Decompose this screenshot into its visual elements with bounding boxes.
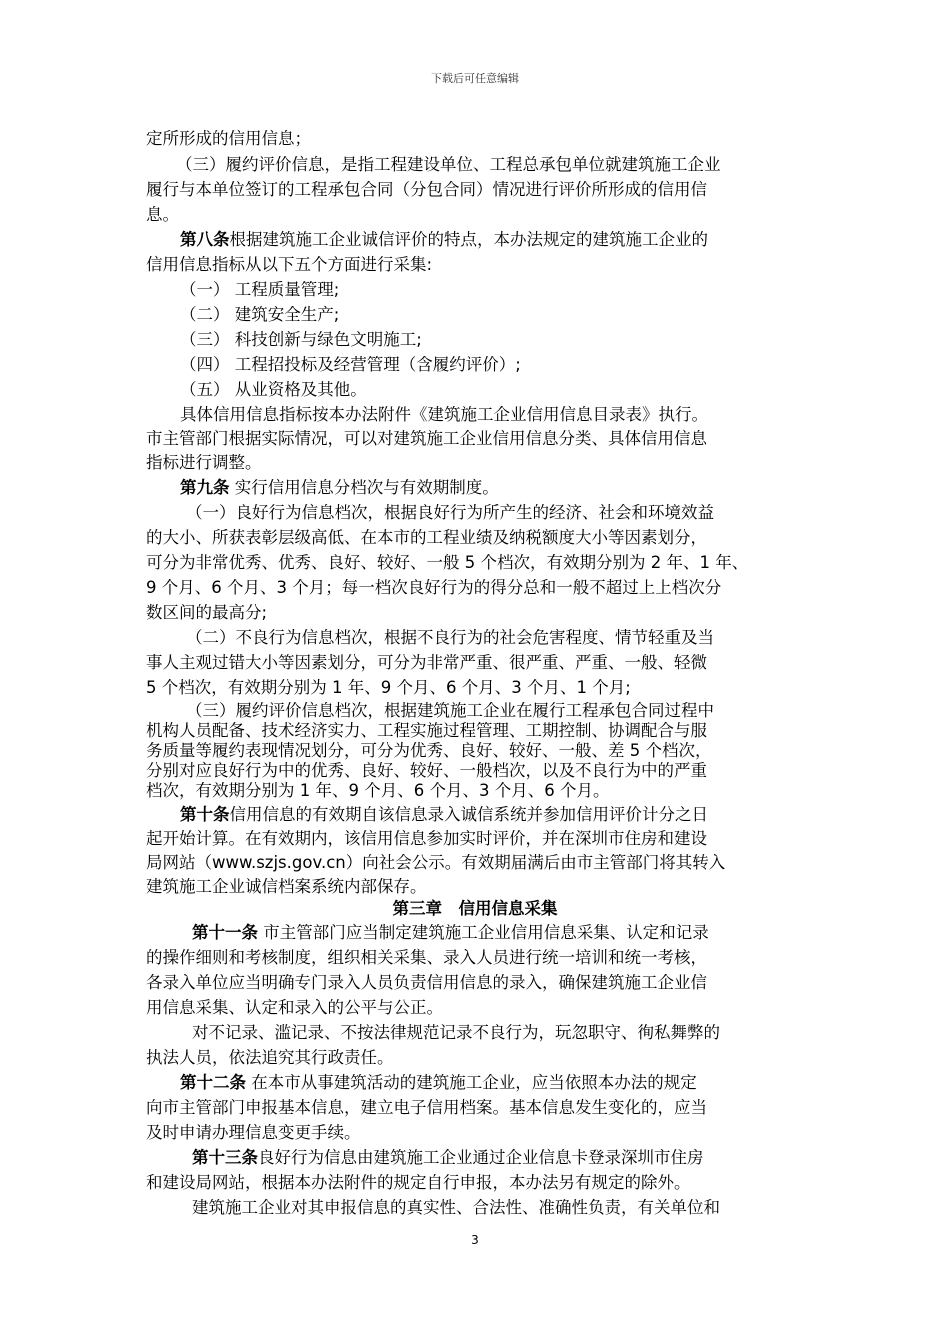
text-line: 的操作细则和考核制度，组织相关采集、录入人员进行统一培训和统一考核， — [146, 948, 707, 967]
text-line: 具体信用信息指标按本办法附件《建筑施工企业信用信息目录表》执行。 — [180, 405, 708, 424]
article-label: 第十一条 — [192, 923, 258, 942]
text-line: 可分为非常优秀、优秀、良好、较好、一般 5 个档次，有效期分别为 2 年、1 年、 — [146, 553, 749, 572]
article-label: 第八条 — [180, 230, 230, 249]
text-line: 及时申请办理信息变更手续。 — [146, 1123, 361, 1142]
list-item: （一） 工程质量管理; — [180, 280, 340, 299]
text-line: 和建设局网站，根据本办法附件的规定自行申报，本办法另有规定的除外。 — [146, 1173, 691, 1192]
text-line: 务质量等履约表现情况划分，可分为优秀、良好、较好、一般、差 5 个档次， — [146, 741, 712, 760]
article-label: 第十二条 — [180, 1073, 246, 1092]
article-label: 第十三条 — [192, 1148, 258, 1167]
text-line: 9 个月、6 个月、3 个月；每一档次良好行为的得分总和一般不超过上上档次分 — [146, 578, 722, 597]
text-line: 数区间的最高分; — [146, 603, 268, 622]
text-line: （一）良好行为信息档次，根据良好行为所产生的经济、社会和环境效益 — [186, 503, 714, 522]
text-line: 用信息采集、认定和录入的公平与公正。 — [146, 998, 443, 1017]
text-line: 市主管部门根据实际情况，可以对建筑施工企业信用信息分类、具体信用信息 — [146, 429, 707, 448]
text-line: 向市主管部门申报基本信息，建立电子信用档案。基本信息发生变化的，应当 — [146, 1098, 707, 1117]
text-line: 各录入单位应当明确专门录入人员负责信用信息的录入，确保建筑施工企业信 — [146, 973, 707, 992]
text-line: 定所形成的信用信息； — [146, 129, 311, 148]
text-line: 起开始计算。在有效期内，该信用信息参加实时评价，并在深圳市住房和建设 — [146, 829, 707, 848]
text-line: 事人主观过错大小等因素划分，可分为非常严重、很严重、严重、一般、轻微 — [146, 653, 707, 672]
text-line: 分别对应良好行为中的优秀、良好、较好、一般档次，以及不良行为中的严重 — [146, 761, 707, 780]
article-10-line: 第十条信用信息的有效期自该信息录入诚信系统并参加信用评价计分之日 — [180, 805, 708, 824]
text-line: 对不记录、滥记录、不按法律规范记录不良行为，玩忽职守、徇私舞弊的 — [192, 1023, 720, 1042]
text-line: （三）履约评价信息，是指工程建设单位、工程总承包单位就建筑施工企业 — [176, 155, 721, 174]
text-line: 建筑施工企业诚信档案系统内部保存。 — [146, 877, 427, 896]
text-line: 信用信息指标从以下五个方面进行采集: — [146, 255, 433, 274]
text-line: 5 个档次，有效期分别为 1 年、9 个月、6 个月、3 个月、1 个月; — [146, 678, 631, 697]
text-line: 履行与本单位签订的工程承包合同（分包合同）情况进行评价所形成的信用信 — [146, 180, 707, 199]
text-line: 执法人员，依法追究其行政责任。 — [146, 1048, 394, 1067]
article-11-line: 第十一条 市主管部门应当制定建筑施工企业信用信息采集、认定和记录 — [192, 923, 709, 942]
article-8-line: 第八条根据建筑施工企业诚信评价的特点，本办法规定的建筑施工企业的 — [180, 230, 708, 249]
list-item: （二） 建筑安全生产; — [180, 305, 340, 324]
text-line: 指标进行调整。 — [146, 453, 262, 472]
article-label: 第九条 — [180, 478, 230, 497]
list-item: （五） 从业资格及其他。 — [180, 380, 367, 399]
list-item: （四） 工程招投标及经营管理（含履约评价）; — [180, 355, 521, 374]
article-13-line: 第十三条良好行为信息由建筑施工企业通过企业信息卡登录深圳市住房 — [192, 1148, 704, 1167]
text-line: 息。 — [146, 205, 179, 224]
text-line: 局网站（www.szjs.gov.cn）向社会公示。有效期届满后由市主管部门将其转入 — [146, 853, 726, 872]
article-12-line: 第十二条 在本市从事建筑活动的建筑施工企业，应当依照本办法的规定 — [180, 1073, 697, 1092]
text-line: （三）履约评价信息档次，根据建筑施工企业在履行工程承包合同过程中 — [186, 701, 714, 720]
text-line: 的大小、所获表彰层级高低、在本市的工程业绩及纳税额度大小等因素划分， — [146, 528, 707, 547]
text-line: 建筑施工企业对其申报信息的真实性、合法性、准确性负责，有关单位和 — [192, 1198, 720, 1217]
article-label: 第十条 — [180, 805, 230, 824]
page-header: 下载后可任意编辑 — [431, 72, 519, 85]
page-number: 3 — [471, 1233, 479, 1247]
chapter-heading: 第三章 信用信息采集 — [392, 899, 558, 918]
text-line: 机构人员配备、技术经济实力、工程实施过程管理、工期控制、协调配合与服 — [146, 721, 707, 740]
text-line: （二）不良行为信息档次，根据不良行为的社会危害程度、情节轻重及当 — [186, 628, 714, 647]
text-line: 档次，有效期分别为 1 年、9 个月、6 个月、3 个月、6 个月。 — [146, 781, 610, 800]
article-9-line: 第九条 实行信用信息分档次与有效期制度。 — [180, 478, 499, 497]
list-item: （三） 科技创新与绿色文明施工; — [180, 330, 422, 349]
